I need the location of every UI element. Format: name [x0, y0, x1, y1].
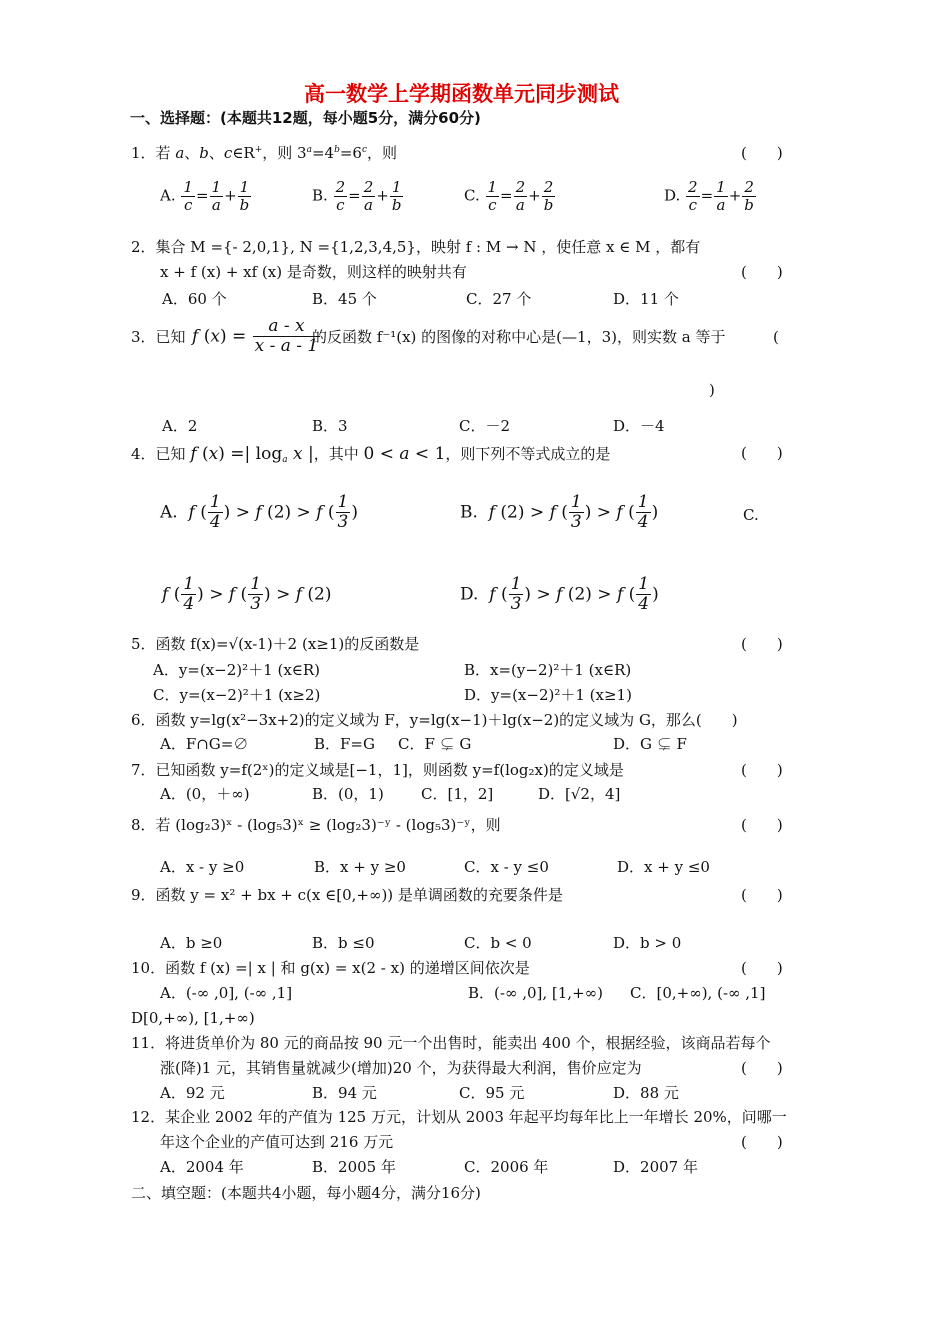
- question-1-option-d: D. $\frac{2}{c}$ = $\frac{1}{a}$ + $\frac{2}{b}$: [664, 178, 754, 214]
- question-5-stem: 5．函数 f(x)=√(x-1)＋2 (x≥1)的反函数是: [131, 635, 420, 653]
- question-3-option-c: C．－2: [459, 417, 511, 435]
- question-4-option-a: A. f ( $\frac{1}{4}$ ) > f (2) > f ( $\frac{1}{3}$ ): [160, 492, 359, 532]
- answer-paren-right: ): [709, 381, 715, 399]
- question-3-function: f (x) = $\frac{a - x}{x - a - 1}$: [192, 316, 319, 356]
- section-multiple-choice: 一、选择题：(本题共12题，每小题5分，满分60分): [130, 109, 481, 127]
- question-2-line1: 2．集合 M ={- 2,0,1}, N ={1,2,3,4,5}，映射 f : M → N ，使任意 x ∈ M ，都有: [131, 238, 701, 256]
- question-1-option-c: C. $\frac{1}{c}$ = $\frac{2}{a}$ + $\frac{2}{b}$: [464, 178, 554, 214]
- option-label: A.: [160, 502, 178, 523]
- question-10-option-d: D[0,+∞), [1,+∞): [131, 1009, 255, 1027]
- question-10-option-a: A．(-∞ ,0], (-∞ ,1]: [160, 984, 293, 1002]
- option-label: C.: [464, 186, 480, 205]
- question-11-option-d: D．88 元: [613, 1084, 679, 1102]
- option-label: D.: [460, 584, 479, 605]
- question-8-option-c: C．x - y ≤0: [464, 858, 549, 876]
- question-5-option-c: C．y=(x−2)²＋1 (x≥2): [153, 686, 321, 704]
- question-12-line1: 12．某企业 2002 年的产值为 125 万元，计划从 2003 年起平均每年比上一年增长 20%，问哪一: [131, 1108, 787, 1126]
- question-11-option-a: A．92 元: [160, 1084, 225, 1102]
- option-label: A.: [160, 186, 176, 205]
- question-2-option-b: B．45 个: [312, 290, 377, 308]
- question-3-option-b: B．3: [312, 417, 348, 435]
- question-5-option-a: A．y=(x−2)²＋1 (x∈R): [153, 661, 321, 679]
- question-8-stem: 8．若 (log₂3)ˣ - (log₅3)ˣ ≥ (log₂3)⁻ʸ - (log₅3)⁻ʸ，则: [131, 816, 501, 834]
- question-6-option-c: C．F ⊊ G: [398, 735, 472, 753]
- question-11-option-b: B．94 元: [312, 1084, 377, 1102]
- section-fill-in-blank: 二、填空题：(本题共4小题，每小题4分，满分16分): [131, 1184, 481, 1202]
- answer-paren: ( ): [741, 959, 783, 977]
- question-3-prefix: 3．已知: [131, 328, 186, 346]
- page-title: 高一数学上学期函数单元同步测试: [304, 82, 619, 106]
- question-12-option-b: B．2005 年: [312, 1158, 396, 1176]
- question-11-option-c: C．95 元: [459, 1084, 525, 1102]
- question-3-suffix: 的反函数 f⁻¹(x) 的图像的对称中心是(—1，3)，则实数 a 等于: [312, 328, 726, 346]
- question-6-option-a: A．F∩G=∅: [160, 735, 249, 753]
- question-5-option-d: D．y=(x−2)²＋1 (x≥1): [464, 686, 632, 704]
- answer-paren: ( ): [741, 1059, 783, 1077]
- question-4-option-d: D. f ( $\frac{1}{3}$ ) > f (2) > f ( $\frac{1}{4}$ ): [460, 574, 659, 614]
- question-4-stem: 4．已知 f (x) =| $\log_a x$ |，其中 0 < a < 1，则下列不等式成立的是: [131, 444, 611, 465]
- answer-paren: ( ): [741, 886, 783, 904]
- question-12-option-c: C．2006 年: [464, 1158, 549, 1176]
- question-8-option-d: D．x + y ≤0: [617, 858, 710, 876]
- question-7-stem: 7．已知函数 y=f(2ˣ)的定义域是[−1，1]，则函数 y=f(log₂x)的定义域是: [131, 761, 624, 779]
- question-12-line2: 年这个企业的产值可达到 216 万元: [160, 1133, 394, 1151]
- question-8-option-b: B．x + y ≥0: [314, 858, 406, 876]
- question-9-option-c: C．b < 0: [464, 934, 532, 952]
- question-12-option-a: A．2004 年: [160, 1158, 244, 1176]
- question-10-stem: 10．函数 f (x) =| x | 和 g(x) = x(2 - x) 的递增区间依次是: [131, 959, 530, 977]
- option-label: B.: [312, 186, 328, 205]
- question-4-option-c: f ( $\frac{1}{4}$ ) > f ( $\frac{1}{3}$ ) > f (2): [162, 574, 332, 614]
- option-label: B.: [460, 502, 478, 523]
- question-6-stem: 6．函数 y=lg(x²−3x+2)的定义域为 F，y=lg(x−1)＋lg(x−2)的定义域为 G，那么( ): [131, 711, 738, 729]
- question-5-option-b: B．x=(y−2)²＋1 (x∈R): [464, 661, 632, 679]
- answer-paren-left: (: [773, 328, 779, 346]
- question-11-line1: 11．将进货单价为 80 元的商品按 90 元一个出售时，能卖出 400 个，根据经验，该商品若每个: [131, 1034, 771, 1052]
- option-label: D.: [664, 186, 681, 205]
- question-2-option-d: D．11 个: [613, 290, 679, 308]
- question-11-line2: 涨(降)1 元，其销售量就减少(增加)20 个，为获得最大利润，售价应定为: [160, 1059, 642, 1077]
- question-4-option-c-label: C.: [743, 506, 759, 524]
- question-7-option-b: B．(0，1): [312, 785, 384, 803]
- question-2-option-a: A．60 个: [162, 290, 227, 308]
- question-1-option-a: A. $\frac{1}{c}$ = $\frac{1}{a}$ + $\frac{1}{b}$: [160, 178, 250, 214]
- answer-paren: ( ): [741, 263, 783, 281]
- question-3-option-a: A．2: [162, 417, 198, 435]
- question-2-option-c: C．27 个: [466, 290, 532, 308]
- answer-paren: ( ): [741, 816, 783, 834]
- answer-paren: ( ): [741, 635, 783, 653]
- answer-paren: ( ): [741, 444, 783, 462]
- answer-paren: ( ): [741, 1133, 783, 1151]
- question-6-option-d: D．G ⊊ F: [613, 735, 687, 753]
- question-9-option-a: A．b ≥0: [160, 934, 223, 952]
- question-2-line2: x + f (x) + xf (x) 是奇数，则这样的映射共有: [160, 263, 467, 281]
- question-9-stem: 9．函数 y = x² + bx + c(x ∈[0,+∞)) 是单调函数的充要条件是: [131, 886, 563, 904]
- question-7-option-c: C．[1，2]: [421, 785, 494, 803]
- question-1-stem: 1．若 a、b、c∈R+，则 $3^a=4^b=6^c$，则: [131, 144, 398, 162]
- question-10-option-b: B．(-∞ ,0], [1,+∞): [468, 984, 603, 1002]
- answer-paren: ( ): [741, 144, 783, 162]
- question-3-option-d: D．－4: [613, 417, 665, 435]
- question-6-option-b: B．F=G: [314, 735, 375, 753]
- question-7-option-d: D．[√2，4]: [538, 785, 621, 803]
- answer-paren: ( ): [741, 761, 783, 779]
- question-9-option-d: D．b > 0: [613, 934, 682, 952]
- question-1-option-b: B. $\frac{2}{c}$ = $\frac{2}{a}$ + $\frac{1}{b}$: [312, 178, 402, 214]
- question-9-option-b: B．b ≤0: [312, 934, 375, 952]
- question-8-option-a: A．x - y ≥0: [160, 858, 245, 876]
- question-10-option-c: C．[0,+∞), (-∞ ,1]: [630, 984, 766, 1002]
- question-12-option-d: D．2007 年: [613, 1158, 698, 1176]
- question-7-option-a: A．(0，＋∞): [160, 785, 250, 803]
- question-4-option-b: B. f (2) > f ( $\frac{1}{3}$ ) > f ( $\frac{1}{4}$ ): [460, 492, 659, 532]
